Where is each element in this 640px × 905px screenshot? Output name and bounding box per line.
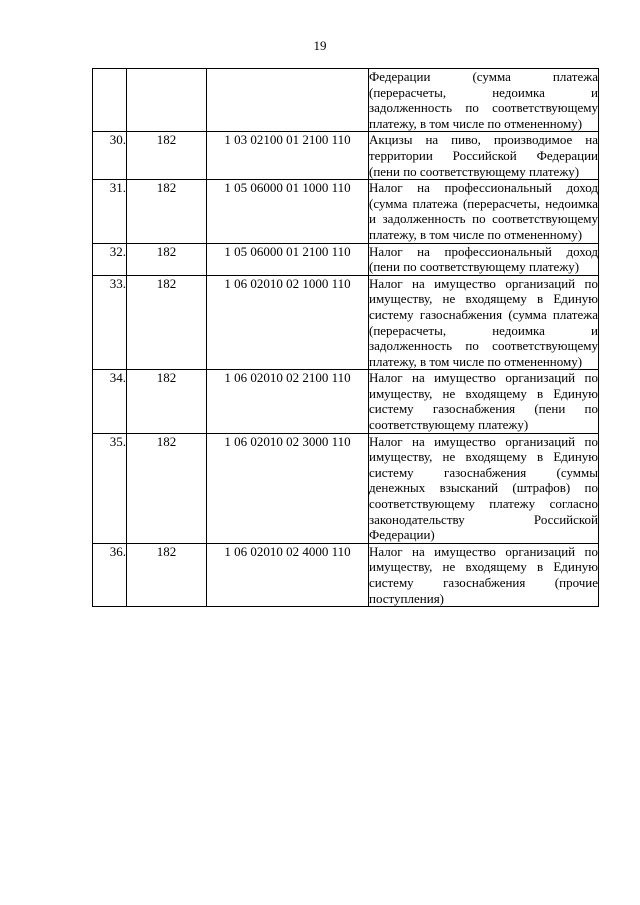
budget-classification-code: [207, 69, 369, 132]
row-number: 31.: [93, 180, 127, 243]
row-number: 35.: [93, 433, 127, 543]
table-row: [93, 132, 599, 180]
row-number: 36.: [93, 543, 127, 606]
administrator-code: 182: [127, 180, 207, 243]
table-row: [93, 433, 599, 543]
row-number: 33.: [93, 275, 127, 370]
administrator-code: 182: [127, 370, 207, 433]
table-row: [93, 370, 599, 433]
revenue-name: Акцизы на пиво, производимое на территории Российской Федерации (пени по соответствующему платежу): [369, 132, 598, 179]
administrator-code: 182: [127, 433, 207, 543]
revenue-name: Налог на профессиональный доход (пени по соответствующему платежу): [369, 243, 598, 275]
budget-classification-code: 1 06 02010 02 2100 110: [207, 370, 369, 433]
administrator-code: 182: [127, 543, 207, 606]
budget-classification-code: 1 06 02010 02 3000 110: [207, 433, 369, 543]
administrator-code: 182: [127, 243, 207, 275]
row-number: 34.: [93, 370, 127, 433]
table-row: [93, 69, 599, 132]
row-number: [93, 69, 127, 132]
revenue-name: Налог на имущество организаций по имуществу, не входящему в Единую систему газоснабжения (пени по соответствующему платежу): [369, 370, 598, 433]
budget-classification-code: 1 05 06000 01 2100 110: [207, 243, 369, 275]
administrator-code: [127, 69, 207, 132]
row-number: 32.: [93, 243, 127, 275]
table-row: [93, 180, 599, 243]
revenue-name: Налог на имущество организаций по имуществу, не входящему в Единую систему газоснабжения (прочие поступления): [369, 543, 598, 606]
revenue-codes-table: [92, 68, 599, 607]
budget-classification-code: 1 06 02010 02 4000 110: [207, 543, 369, 606]
revenue-name: Налог на имущество организаций по имуществу, не входящему в Единую систему газоснабжения (суммы денежных взысканий (штрафов) по соответствующему платежу согласно законодательству Российской Федерации): [369, 433, 598, 543]
row-number: 30.: [93, 132, 127, 180]
administrator-code: 182: [127, 132, 207, 180]
table-row: [93, 543, 599, 606]
budget-classification-code: 1 06 02010 02 1000 110: [207, 275, 369, 370]
page-number: 19: [313, 38, 327, 53]
budget-classification-code: 1 03 02100 01 2100 110: [207, 132, 369, 180]
revenue-name: Федерации (сумма платежа (перерасчеты, недоимка и задолженность по соответствующему платежу, в том числе по отмененному): [369, 69, 598, 131]
table-row: [93, 275, 599, 370]
administrator-code: 182: [127, 275, 207, 370]
revenue-name: Налог на профессиональный доход (сумма платежа (перерасчеты, недоимка и задолженность по соответствующему платежу, в том числе по отмененному): [369, 180, 598, 242]
budget-classification-code: 1 05 06000 01 1000 110: [207, 180, 369, 243]
table-row: [93, 243, 599, 275]
revenue-name: Налог на имущество организаций по имуществу, не входящему в Единую систему газоснабжения (сумма платежа (перерасчеты, недоимка и задолженность по соответствующему платежу, в том числе по отмененному): [369, 275, 598, 369]
